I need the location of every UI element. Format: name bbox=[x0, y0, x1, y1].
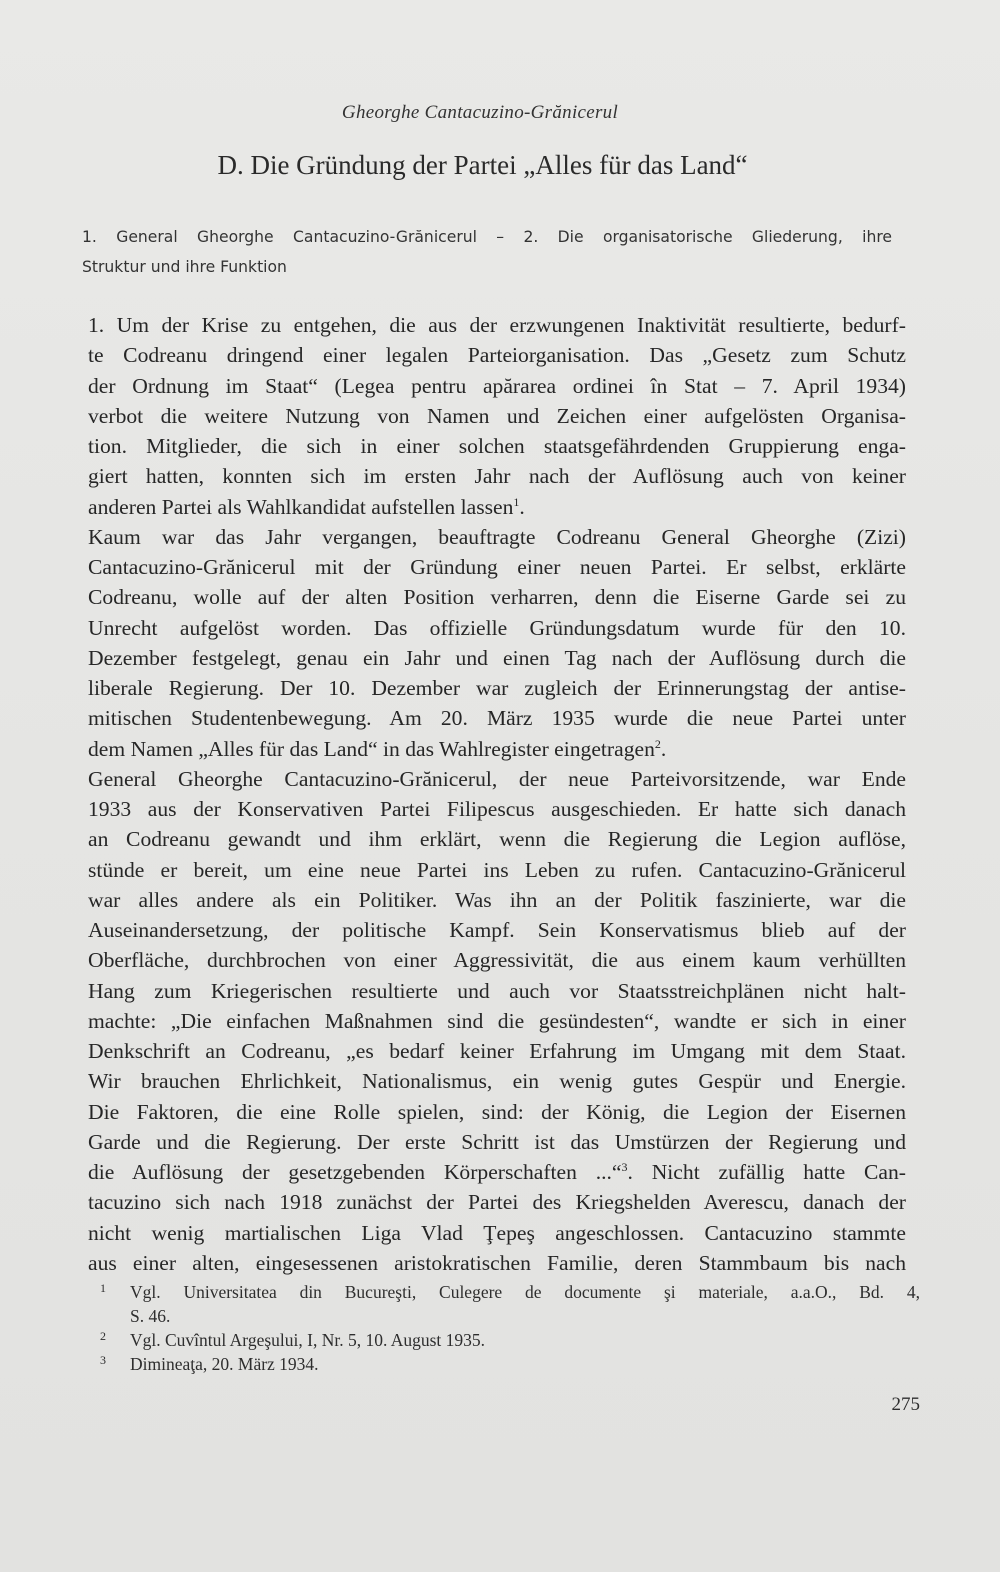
body-line: mitischen Studentenbewegung. Am 20. März 1935 wurde die neue Partei unter bbox=[88, 706, 906, 731]
footnote-ref: 2 bbox=[654, 736, 661, 751]
body-line: Hang zum Kriegerischen resultierte und auch vor Staatsstreichplänen nicht halt- bbox=[88, 978, 906, 1003]
body-line: verbot die weitere Nutzung von Namen und Zeichen einer aufgelösten Organisa- bbox=[88, 403, 906, 428]
body-line-text: die Auflösung der gesetzgebenden Körperschaften ...“ bbox=[88, 1160, 622, 1184]
body-line: tion. Mitglieder, die sich in einer solchen staatsgefährdenden Gruppierung enga- bbox=[88, 434, 906, 458]
chapter-title: D. Die Gründung der Partei „Alles für das Land“ bbox=[217, 150, 748, 180]
body-line: der Ordnung im Staat“ (Legea pentru apărarea ordinei în Stat – 7. April 1934) bbox=[88, 373, 906, 398]
body-line: 1. Um der Krise zu entgehen, die aus der erzwungenen Inaktivität resultierte, bedurf- bbox=[88, 313, 906, 337]
body-line bbox=[88, 492, 906, 522]
body-line: Unrecht aufgelöst worden. Das offizielle Gründungsdatum wurde für den 10. bbox=[88, 615, 906, 640]
footnote-marker: 3 bbox=[100, 1353, 106, 1367]
footnote-3 bbox=[100, 1352, 920, 1376]
footnote-text: Vgl. Universitatea din Bucureşti, Culegere de documente şi materiale, a.a.O., Bd. 4, bbox=[130, 1282, 920, 1302]
subheading-line: 1. General Gheorghe Cantacuzino-Grănicerul – 2. Die organisatorische Gliederung, ihre bbox=[82, 228, 892, 246]
running-head: Gheorghe Cantacuzino-Grănicerul bbox=[341, 102, 619, 123]
body-line: giert hatten, konnten sich im ersten Jahr nach der Auflösung auch von keiner bbox=[88, 464, 906, 489]
body-line: stünde er bereit, um eine neue Partei ins Leben zu rufen. Cantacuzino-Grănicerul bbox=[88, 857, 906, 882]
body-line: nicht wenig martialischen Liga Vlad Ţepeş angeschlossen. Cantacuzino stammte bbox=[88, 1220, 906, 1245]
body-line-text: dem Namen „Alles für das Land“ in das Wahlregister eingetragen bbox=[88, 736, 655, 761]
footnote-text: Vgl. Cuvîntul Argeşului, I, Nr. 5, 10. August 1935. bbox=[130, 1330, 486, 1350]
body-line: an Codreanu gewandt und ihm erklärt, wenn die Regierung die Legion auflöse, bbox=[88, 827, 906, 852]
section-subheading bbox=[82, 222, 892, 282]
footnote-ref: 1 bbox=[513, 494, 520, 509]
footnote-1 bbox=[100, 1280, 920, 1328]
body-line: Kaum war das Jahr vergangen, beauftragte Codreanu General Gheorghe (Zizi) bbox=[88, 524, 906, 549]
body-line: te Codreanu dringend einer legalen Parteiorganisation. Das „Gesetz zum Schutz bbox=[88, 343, 906, 368]
body-line: 1933 aus der Konservativen Partei Filipescus ausgeschieden. Er hatte sich danach bbox=[88, 797, 906, 821]
body-line-text: . Nicht zufällig hatte Can- bbox=[627, 1160, 906, 1184]
body-line: machte: „Die einfachen Maßnahmen sind die gesündesten“, wandte er sich in einer bbox=[88, 1008, 906, 1033]
body-line: Die Faktoren, die eine Rolle spielen, sind: der König, die Legion der Eisernen bbox=[88, 1099, 906, 1124]
footnote-marker: 2 bbox=[100, 1329, 106, 1343]
page-number: 275 bbox=[891, 1394, 920, 1415]
body-line bbox=[88, 734, 906, 764]
body-line-text: . bbox=[660, 736, 667, 761]
body-line-text: . bbox=[519, 494, 525, 519]
footnote-2 bbox=[100, 1328, 920, 1352]
body-line: Garde und die Regierung. Der erste Schritt ist das Umstürzen der Regierung und bbox=[88, 1129, 906, 1154]
body-line: tacuzino sich nach 1918 zunächst der Partei des Kriegshelden Averescu, danach der bbox=[88, 1190, 906, 1215]
body-line: liberale Regierung. Der 10. Dezember war zugleich der Erinnerungstag der antise- bbox=[88, 676, 906, 700]
body-line: Wir brauchen Ehrlichkeit, Nationalismus, ein wenig gutes Gespür und Energie. bbox=[88, 1069, 906, 1094]
body-line-text: anderen Partei als Wahlkandidat aufstellen lassen bbox=[88, 494, 514, 519]
footnotes bbox=[100, 1280, 920, 1376]
body-line: Codreanu, wolle auf der alten Position verharren, denn die Eiserne Garde sei zu bbox=[88, 585, 906, 610]
body-line: Cantacuzino-Grănicerul mit der Gründung einer neuen Partei. Er selbst, erklärte bbox=[88, 555, 906, 579]
body-line: Oberfläche, durchbrochen von einer Aggressivität, die aus einem kaum verhüllten bbox=[88, 948, 906, 973]
body-text bbox=[88, 310, 906, 1278]
body-line: Dezember festgelegt, genau ein Jahr und einen Tag nach der Auflösung durch die bbox=[88, 645, 906, 670]
footnote-marker: 1 bbox=[100, 1281, 106, 1295]
body-line: aus einer alten, eingesessenen aristokratischen Familie, deren Stammbaum bis nach bbox=[88, 1250, 906, 1275]
body-line: General Gheorghe Cantacuzino-Grănicerul, der neue Parteivorsitzende, war Ende bbox=[88, 766, 906, 791]
footnote-ref: 3 bbox=[621, 1159, 628, 1174]
footnote-text: Dimineaţa, 20. März 1934. bbox=[130, 1354, 319, 1374]
body-line: Denkschrift an Codreanu, „es bedarf keiner Erfahrung im Umgang mit dem Staat. bbox=[88, 1039, 906, 1063]
body-line: Auseinandersetzung, der politische Kampf. Sein Konservatismus blieb auf der bbox=[88, 918, 906, 942]
footnote-text: S. 46. bbox=[130, 1306, 171, 1326]
body-line: war alles andere als ein Politiker. Was ihn an der Politik faszinierte, war die bbox=[88, 887, 906, 912]
body-line bbox=[88, 1157, 906, 1187]
subheading-line: Struktur und ihre Funktion bbox=[82, 258, 287, 276]
